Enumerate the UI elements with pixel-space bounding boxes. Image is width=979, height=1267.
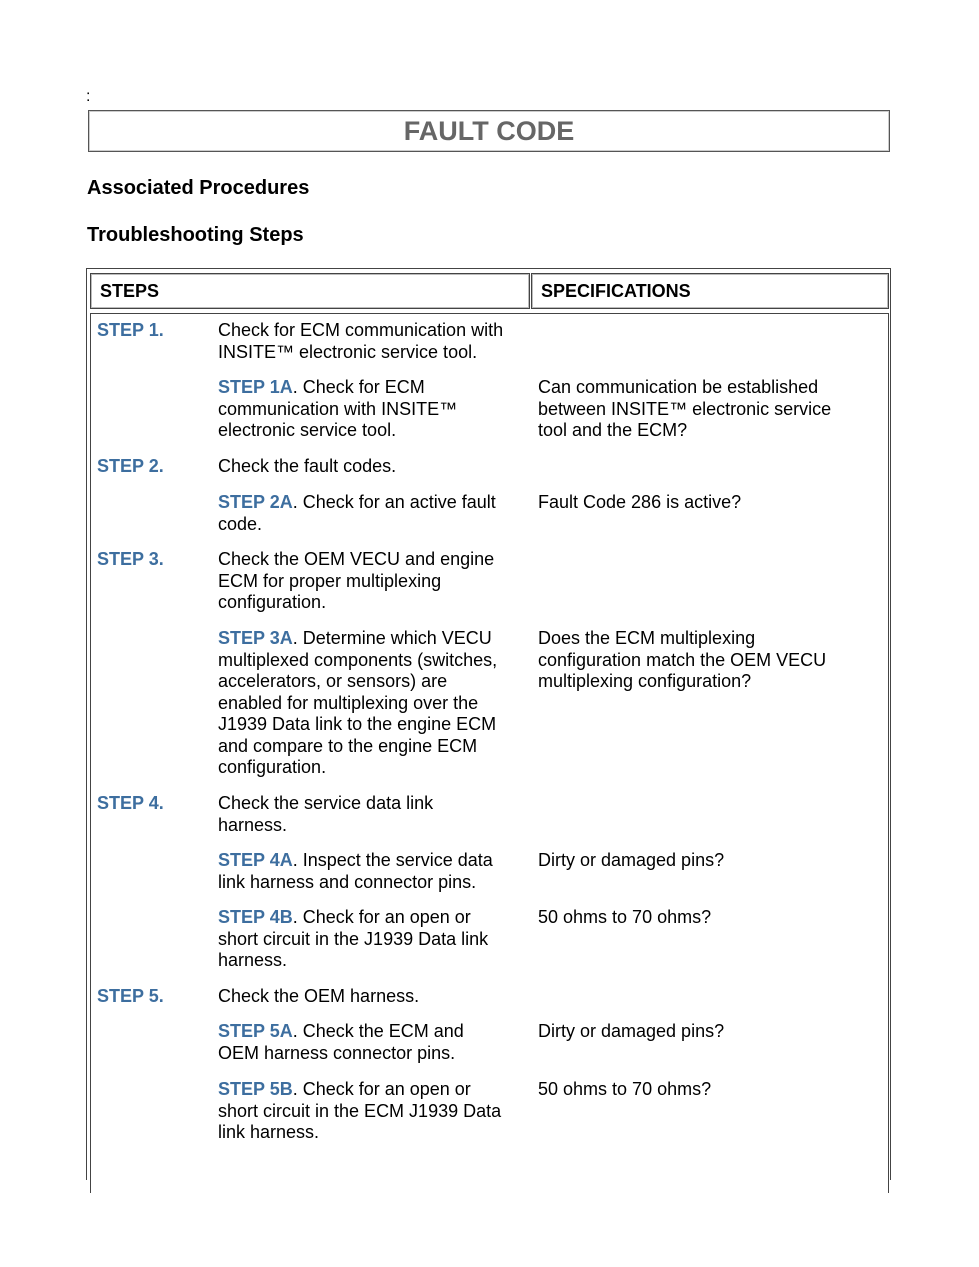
step-4a-spec-line-1: Dirty or damaged pins? [538,850,725,870]
specifications-column-header: SPECIFICATIONS [531,273,889,309]
step-4b-spec-line-1: 50 ohms to 70 ohms? [538,907,712,927]
step-3-desc-line-1: Check the OEM VECU and engine [218,549,495,569]
step-5a-desc-text: . Check the ECM and [292,1021,464,1041]
steps-column-header: STEPS [90,273,530,309]
step-5-desc-line-1: Check the OEM harness. [218,986,420,1006]
step-4b-desc-text: . Check for an open or [292,907,471,927]
step-5b-desc-line-1 [218,1079,471,1101]
step-4b-desc-line-3: harness. [218,950,288,970]
page-title: FAULT CODE [403,115,575,146]
step-3a-desc-text: . Determine which VECU [292,628,492,648]
step-2a-desc-text: . Check for an active fault [292,492,496,512]
step-2-desc-line-1: Check the fault codes. [218,456,397,476]
step-1-label: STEP 1. [97,320,164,340]
step-5a-spec-line-1: Dirty or damaged pins? [538,1021,725,1041]
step-1-desc-line-1: Check for ECM communication with [218,320,504,340]
step-1a-desc-line-1 [218,377,425,399]
step-4b-desc-line-2: short circuit in the J1939 Data link [218,928,489,949]
step-3a-desc-line-2: multiplexed components (switches, [218,649,498,670]
step-3a-desc-line-7: configuration. [218,757,327,777]
leading-colon: : [86,88,91,105]
step-3a-label: STEP 3A [218,628,293,648]
step-4b-desc-line-1 [218,907,471,929]
step-2-label: STEP 2. [97,456,164,476]
step-5a-desc-line-2: OEM harness connector pins. [218,1042,456,1063]
step-3-desc-line-2: ECM for proper multiplexing [218,570,442,591]
step-1a-label: STEP 1A [218,377,293,397]
step-4a-desc-line-1 [218,850,493,872]
step-5a-desc-line-1 [218,1021,464,1043]
title-box [88,110,890,152]
table-body [90,313,889,1193]
step-4a-desc-line-2: link harness and connector pins. [218,871,477,892]
step-4-desc-line-2: harness. [218,814,288,835]
step-1a-desc-line-2: communication with INSITE™ [218,398,458,419]
step-1a-desc-text: . Check for ECM [292,377,425,397]
step-5b-spec-line-1: 50 ohms to 70 ohms? [538,1079,712,1099]
step-5a-label: STEP 5A [218,1021,293,1041]
step-2a-desc-line-1 [218,492,496,514]
step-5b-desc-text: . Check for an open or [292,1079,471,1099]
troubleshooting-steps-heading: Troubleshooting Steps [87,224,304,246]
step-3a-desc-line-6: and compare to the engine ECM [218,735,478,756]
step-3-label: STEP 3. [97,549,164,569]
step-3a-desc-line-5: J1939 Data link to the engine ECM [218,714,497,734]
step-1a-spec-line-2: between INSITE™ electronic service [538,398,832,419]
step-4-label: STEP 4. [97,793,164,813]
step-1a-spec-line-3: tool and the ECM? [538,420,688,440]
step-5b-desc-line-2: short circuit in the ECM J1939 Data [218,1100,502,1121]
step-5-label: STEP 5. [97,986,164,1006]
step-5b-desc-line-3: link harness. [218,1122,320,1142]
step-1a-spec-line-1: Can communication be established [538,377,819,397]
associated-procedures-heading: Associated Procedures [87,177,310,199]
step-5b-label: STEP 5B [218,1079,293,1099]
step-3a-desc-line-3: accelerators, or sensors) are [218,671,448,691]
step-3a-desc-line-4: enabled for multiplexing over the [218,692,479,713]
step-2a-label: STEP 2A [218,492,293,512]
step-3a-spec-line-3: multiplexing configuration? [538,671,752,691]
step-3-desc-line-3: configuration. [218,592,327,612]
step-3a-spec-line-2: configuration match the OEM VECU [538,649,827,670]
step-2a-spec-line-1: Fault Code 286 is active? [538,492,742,512]
step-1a-desc-line-3: electronic service tool. [218,420,397,440]
step-4-desc-line-1: Check the service data link [218,793,434,813]
step-1-desc-line-2: INSITE™ electronic service tool. [218,341,478,362]
step-2a-desc-line-2: code. [218,513,263,534]
step-4a-desc-text: . Inspect the service data [292,850,493,870]
step-3a-desc-line-1 [218,628,492,650]
step-4b-label: STEP 4B [218,907,293,927]
step-4a-label: STEP 4A [218,850,293,870]
step-3a-spec-line-1: Does the ECM multiplexing [538,628,756,648]
